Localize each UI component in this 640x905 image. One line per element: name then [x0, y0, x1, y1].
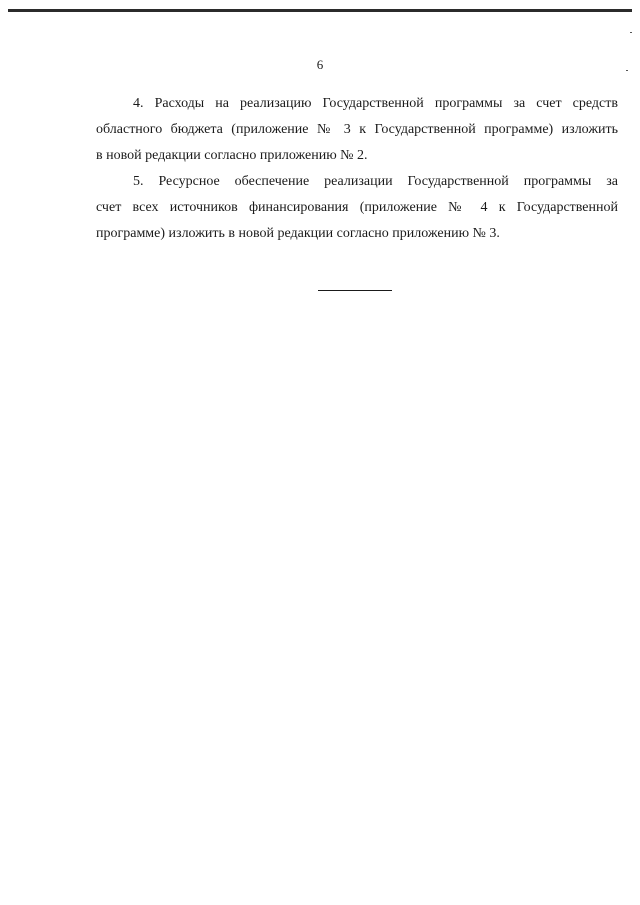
paragraph-line: 4. Расходы на реализацию Государственной программы за счет средств [133, 96, 618, 111]
page-number: 6 [316, 57, 324, 72]
top-border-line [8, 9, 632, 12]
paragraph-line: программе) изложить в новой редакции согласно приложению № 3. [96, 226, 500, 241]
scan-speck [630, 32, 632, 33]
paragraph-line: областного бюджета (приложение № 3 к Государственной программе) изложить [96, 122, 618, 137]
paragraph-line: счет всех источников финансирования (приложение № 4 к Государственной [96, 200, 618, 215]
paragraph-line: 5. Ресурсное обеспечение реализации Государственной программы за [133, 174, 618, 189]
paragraph-line: в новой редакции согласно приложению № 2. [96, 148, 368, 163]
paragraph-5 [96, 169, 618, 247]
paragraph-4 [96, 91, 618, 169]
end-separator-line [318, 290, 392, 291]
